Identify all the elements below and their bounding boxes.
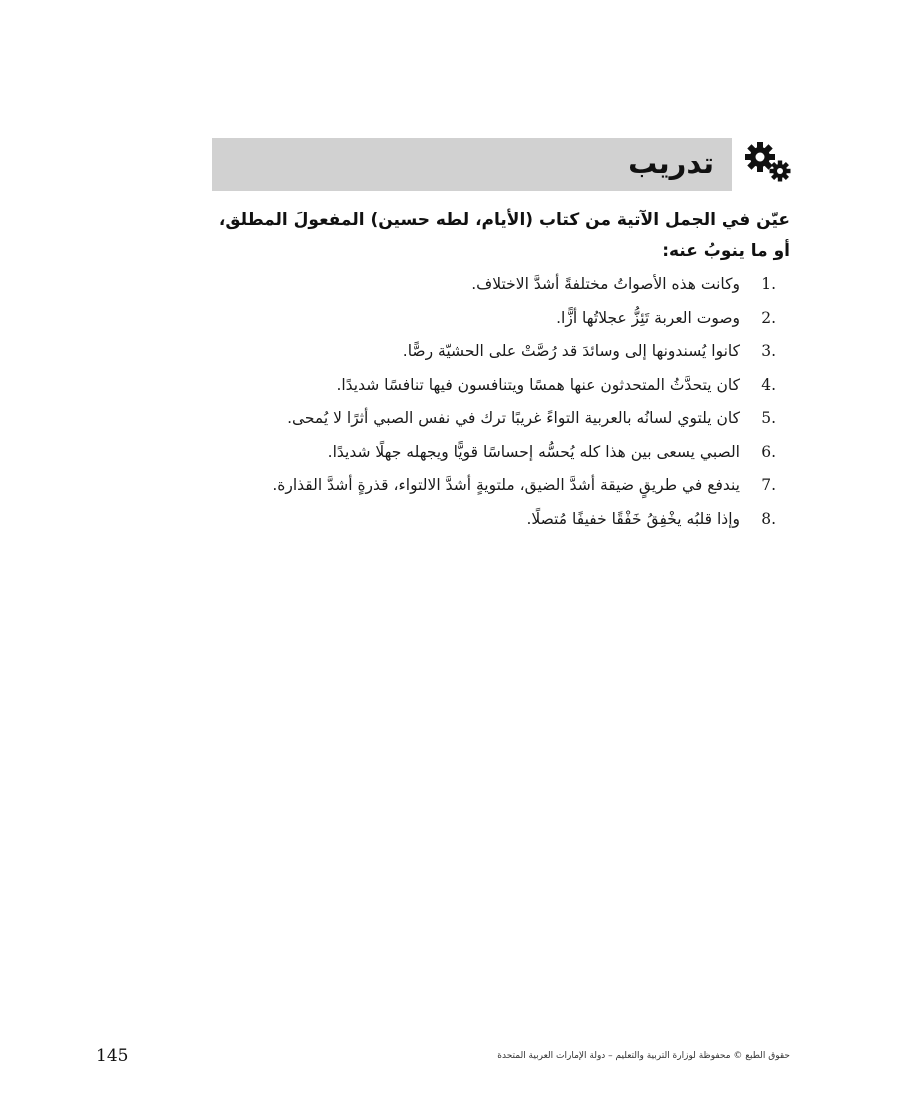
item-text: وإذا قلبُه يخْفِقُ خَفْقًا خفيفًا مُتصلًا. bbox=[526, 509, 740, 528]
page-number: 145 bbox=[96, 1046, 129, 1066]
item-text: وصوت العربة تَئِزُّ عجلاتُها أزًّا. bbox=[556, 308, 740, 327]
list-item bbox=[156, 402, 776, 436]
item-text: الصبي يسعى بين هذا كله يُحسُّه إحساسًا قويًّا ويجهله جهلًا شديدًا. bbox=[327, 442, 740, 461]
section-title: تدريب bbox=[628, 146, 714, 180]
item-number: 4. bbox=[761, 375, 776, 394]
item-text: كانوا يُسندونها إلى وسائدَ قد رُصَّتْ على الحشيّة رصًّا. bbox=[402, 342, 740, 360]
gears-icon bbox=[744, 141, 792, 185]
list-item bbox=[156, 503, 776, 537]
list-item bbox=[156, 436, 776, 470]
list-item bbox=[156, 335, 776, 369]
exercise-list bbox=[156, 268, 776, 536]
item-text: وكانت هذه الأصواتُ مختلفةً أشدَّ الاختلاف. bbox=[471, 275, 740, 293]
item-number: 1. bbox=[761, 275, 776, 293]
list-item bbox=[156, 302, 776, 336]
copyright-notice: حقوق الطبع © محفوظة لوزارة التربية والتعليم – دولة الإمارات العربية المتحدة bbox=[497, 1051, 790, 1061]
list-item bbox=[156, 369, 776, 403]
item-number: 6. bbox=[761, 442, 776, 461]
item-number: 2. bbox=[761, 308, 776, 327]
item-number: 8. bbox=[761, 509, 776, 528]
list-item bbox=[156, 268, 776, 302]
item-number: 5. bbox=[761, 409, 776, 427]
item-number: 3. bbox=[761, 342, 776, 360]
item-text: يندفع في طريقٍ ضيقة أشدَّ الضيق، ملتويةٍ أشدَّ الالتواء، قذرةٍ أشدَّ القذارة. bbox=[272, 476, 740, 494]
exercise-instruction: عيّن في الجمل الآتية من كتاب (الأيام، لطه حسين) المفعولَ المطلق، أو ما ينوبُ عنه: bbox=[218, 210, 790, 261]
item-number: 7. bbox=[761, 476, 776, 494]
item-text: كان يتحدَّثُ المتحدثون عنها همسًا ويتنافسون فيها تنافسًا شديدًا. bbox=[336, 375, 740, 394]
list-item bbox=[156, 469, 776, 503]
item-text: كان يلتوي لسانُه بالعربية التواءً غريبًا ترك في نفس الصبي أثرًا لا يُمحى. bbox=[287, 409, 740, 427]
